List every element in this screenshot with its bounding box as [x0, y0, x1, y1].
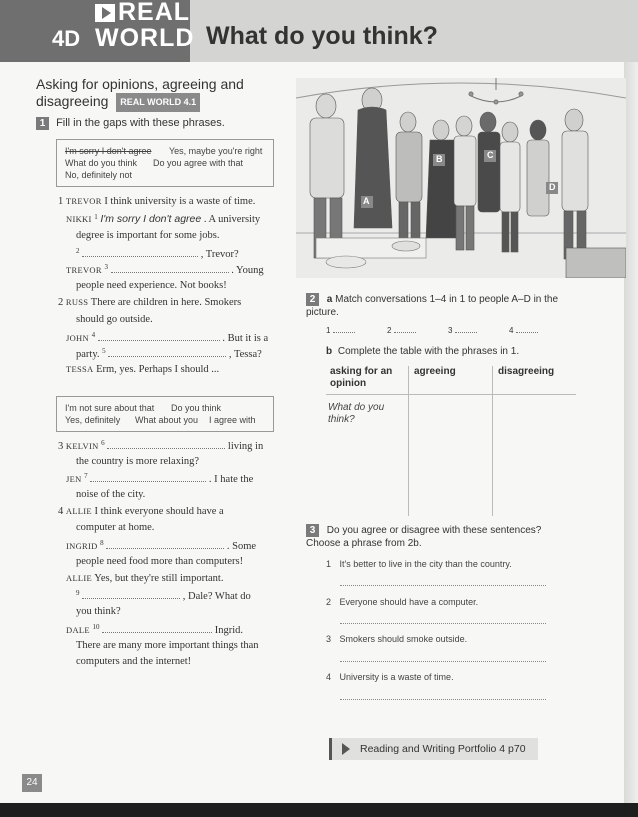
dialogue-line	[76, 347, 262, 360]
speaker: TREVOR	[66, 265, 102, 275]
gap-number: 8	[100, 539, 104, 547]
exercise-number: 2	[306, 293, 319, 306]
match-item	[509, 326, 538, 335]
speaker: ALLIE	[66, 573, 93, 583]
answer-line[interactable]	[340, 584, 546, 586]
page-number: 24	[22, 774, 42, 792]
match-blank[interactable]	[333, 326, 355, 333]
line-text: I think university is a waste of time.	[104, 196, 256, 207]
line-text: . Some	[226, 541, 257, 552]
answer-line[interactable]	[340, 622, 546, 624]
dialogue-line	[58, 297, 241, 308]
question-number: 4	[326, 672, 332, 682]
phrase: Do you agree with that	[153, 158, 244, 168]
speaker: DALE	[66, 625, 90, 635]
line-text: . Young	[231, 265, 264, 276]
phrase: No, definitely not	[65, 170, 133, 180]
dialogue-line	[66, 623, 243, 636]
line-text: you think?	[76, 606, 121, 617]
line-text: Yes, but they're still important.	[94, 573, 224, 584]
phrase: Do you think	[171, 403, 222, 413]
question-text: It's better to live in the city than the country.	[339, 559, 512, 569]
speaker: KELVIN	[65, 441, 99, 451]
phrases-table	[326, 366, 576, 516]
example-answer: I'm sorry I don't agree	[100, 213, 202, 225]
question-text: Smokers should smoke outside.	[339, 634, 468, 644]
conversation-number: 4	[58, 506, 64, 517]
speaker: RUSS	[65, 297, 89, 307]
portfolio-reference[interactable]	[329, 738, 538, 760]
answer-blank[interactable]	[102, 623, 212, 633]
speaker: JEN	[66, 474, 82, 484]
dialogue-line	[58, 439, 263, 452]
speaker: JOHN	[66, 333, 89, 343]
match-number: 3	[448, 326, 453, 335]
arrow-icon	[342, 743, 350, 755]
line-text: the country is more relaxing?	[76, 456, 200, 467]
section-label-world: WORLD	[95, 24, 195, 52]
exercise-2b	[326, 346, 519, 357]
answer-blank[interactable]	[82, 589, 180, 599]
instruction-text: Complete the table with the phrases in 1.	[337, 346, 520, 357]
dialogue-line	[66, 364, 219, 375]
gap-number: 1	[94, 213, 98, 221]
column-header: asking for an opinion	[330, 366, 393, 389]
match-item	[326, 326, 355, 335]
dialogue-line	[66, 539, 256, 552]
line-text: computers and the internet!	[76, 656, 192, 667]
page-title: What do you think?	[206, 22, 438, 50]
match-blank[interactable]	[394, 326, 416, 333]
conversation-number: 1	[58, 196, 64, 207]
gap-number: 2	[76, 247, 80, 255]
dialogue-line	[58, 196, 255, 207]
lesson-header	[0, 0, 638, 62]
column-header: agreeing	[414, 366, 456, 377]
match-number: 4	[509, 326, 514, 335]
table-example-cell: What do you think?	[328, 402, 385, 425]
gap-number: 4	[91, 331, 96, 339]
instruction-text: Match conversations 1–4 in 1 to people A–D in the picture.	[306, 294, 559, 318]
gap-number: 6	[101, 439, 105, 447]
person-label-d: D	[549, 182, 556, 192]
line-text: . I hate the	[208, 474, 254, 485]
gap-number: 9	[76, 589, 80, 597]
dialogue-line	[66, 331, 268, 344]
question	[326, 597, 478, 607]
question-number: 3	[326, 634, 332, 644]
speaker: INGRID	[66, 541, 98, 551]
phrase-box-1	[56, 139, 274, 187]
gap-number: 3	[104, 263, 108, 271]
line-text: living in	[227, 441, 264, 452]
answer-blank[interactable]	[82, 247, 198, 257]
party-illustration	[296, 78, 626, 278]
table-rule	[326, 394, 576, 395]
answer-blank[interactable]	[106, 539, 224, 549]
portfolio-text: Reading and Writing Portfolio 4 p70	[360, 743, 526, 755]
question	[326, 559, 512, 569]
line-text: , Trevor?	[200, 249, 239, 260]
line-text: , Tessa?	[228, 349, 262, 360]
exercise-number: 1	[36, 117, 49, 130]
page-edge	[624, 0, 638, 817]
gap-number: 7	[84, 472, 88, 480]
line-text: There are many more important things than	[76, 640, 259, 651]
table-rule	[492, 366, 493, 516]
line-text: party.	[76, 349, 100, 360]
table-rule	[408, 366, 409, 516]
dialogue-line	[66, 573, 223, 584]
phrase: I'm not sure about that	[65, 403, 155, 413]
question-text: University is a waste of time.	[339, 672, 454, 682]
question-text: Everyone should have a computer.	[339, 597, 479, 607]
gap-number: 5	[102, 347, 106, 355]
match-blank[interactable]	[516, 326, 538, 333]
line-text: should go outside.	[76, 314, 153, 325]
phrase-box-2	[56, 396, 274, 432]
line-text: computer at home.	[76, 522, 155, 533]
instruction-text: Do you agree or disagree with these sentences? Choose a phrase from 2b.	[306, 525, 542, 549]
instruction-text: Fill in the gaps with these phrases.	[56, 117, 225, 129]
party-scene-image	[296, 78, 626, 278]
line-text: There are children in here. Smokers	[90, 297, 242, 308]
section-label-real: REAL	[118, 0, 191, 26]
phrase: What do you think	[65, 158, 138, 168]
line-text: Erm, yes. Perhaps I should ...	[96, 364, 220, 375]
lesson-number: 4D	[52, 26, 81, 51]
dialogue-line	[66, 213, 260, 225]
answer-line[interactable]	[340, 660, 546, 662]
exercise-1-instruction	[36, 117, 225, 130]
exercise-3	[306, 524, 576, 550]
question-number: 1	[326, 559, 332, 569]
play-icon	[95, 4, 115, 22]
line-text: I think everyone should have a	[94, 506, 224, 517]
phrase: I'm sorry I don't agree	[65, 146, 152, 156]
match-item	[448, 326, 477, 335]
line-text: people need food more than computers!	[76, 556, 244, 567]
dialogue-line	[76, 589, 251, 602]
part-letter: b	[326, 346, 333, 357]
dialogue-line	[66, 263, 264, 276]
speaker: TESSA	[66, 364, 94, 374]
line-text: noise of the city.	[76, 489, 146, 500]
match-number: 2	[387, 326, 392, 335]
question	[326, 672, 454, 682]
scan-bottom-edge	[0, 803, 638, 817]
subheading	[36, 76, 256, 112]
column-header: disagreeing	[498, 366, 555, 377]
answer-blank[interactable]	[107, 439, 225, 449]
exercise-2a	[306, 293, 586, 319]
real-world-badge: REAL WORLD 4.1	[116, 93, 200, 112]
match-item	[387, 326, 416, 335]
speaker: TREVOR	[65, 196, 102, 206]
answer-line[interactable]	[340, 698, 546, 700]
question-number: 2	[326, 597, 332, 607]
conversation-number: 3	[58, 441, 64, 452]
subheading-text: Asking for opinions, agreeing and disagreeing	[36, 76, 244, 110]
person-label-b: B	[436, 154, 443, 164]
line-text: degree is important for some jobs.	[76, 230, 220, 241]
dialogue-line	[76, 247, 239, 260]
part-letter: a	[326, 294, 333, 305]
person-label-c: C	[487, 150, 494, 160]
phrase: Yes, maybe you're right	[169, 146, 263, 156]
dialogue-line	[66, 472, 253, 485]
phrase: Yes, definitely	[65, 415, 121, 425]
phrase: What about you	[135, 415, 199, 425]
answer-blank[interactable]	[98, 331, 220, 341]
question	[326, 634, 467, 644]
answer-blank[interactable]	[90, 472, 206, 482]
line-text: Ingrid.	[214, 625, 244, 636]
dialogue-line	[58, 506, 224, 517]
line-text: . A university	[203, 214, 261, 225]
line-text: . But it is a	[222, 333, 269, 344]
line-text: people need experience. Not books!	[76, 280, 227, 291]
speaker: NIKKI	[66, 214, 92, 224]
match-blank[interactable]	[455, 326, 477, 333]
person-label-a: A	[363, 196, 370, 206]
answer-blank[interactable]	[108, 347, 226, 357]
exercise-number: 3	[306, 524, 319, 537]
answer-blank[interactable]	[111, 263, 229, 273]
line-text: , Dale? What do	[182, 591, 251, 602]
phrase: I agree with	[209, 415, 256, 425]
speaker: ALLIE	[65, 506, 92, 516]
conversation-number: 2	[58, 297, 64, 308]
match-number: 1	[326, 326, 331, 335]
gap-number: 10	[92, 623, 100, 631]
